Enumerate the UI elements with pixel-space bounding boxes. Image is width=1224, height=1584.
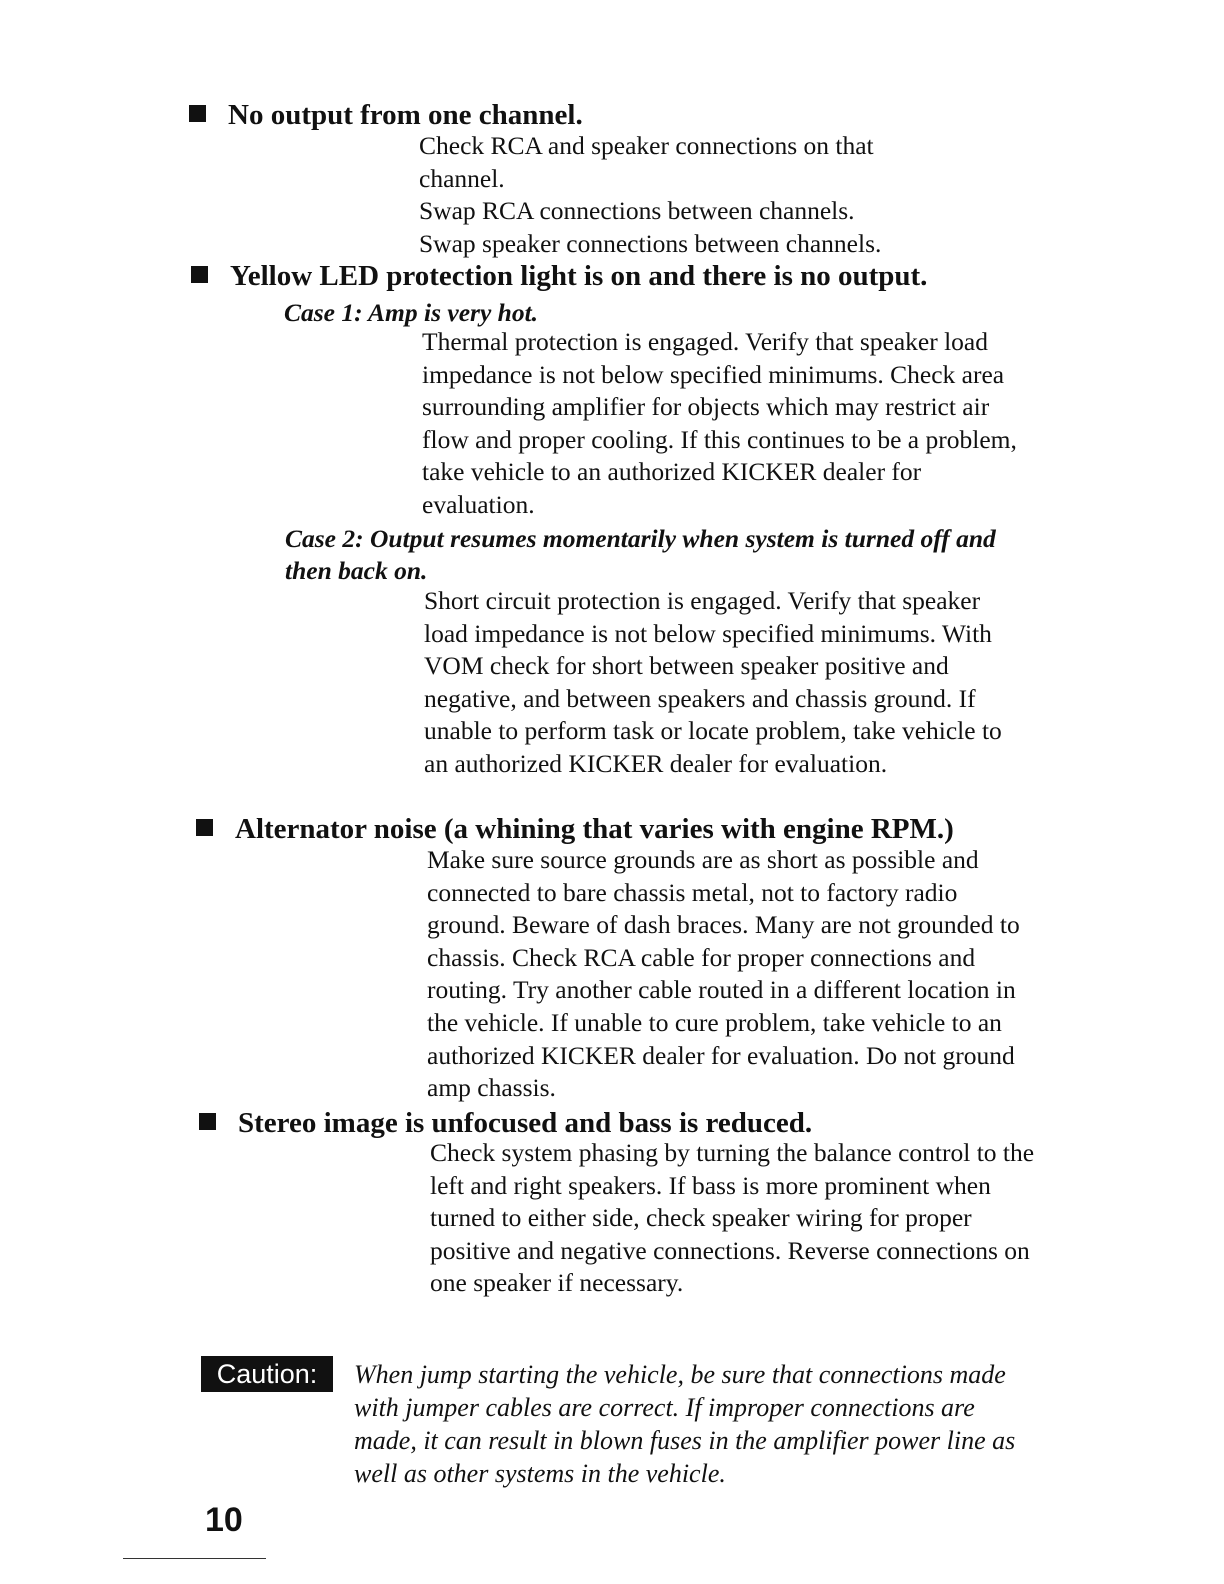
- page-number: 10: [205, 1501, 243, 1539]
- section-body-no-output: [419, 130, 949, 260]
- section-heading-yellow-led: Yellow LED protection light is on and there is no output.: [191, 259, 927, 293]
- square-bullet-icon: [199, 1113, 216, 1130]
- section-body-alternator-noise: Make sure source grounds are as short as possible and connected to bare chassis metal, not to factory radio ground. Beware of dash braces. Many are not grounded to chassis. Check RCA cable for proper connections and routing. Try another cable routed in a different location in the vehicle. If unable to cure problem, take vehicle to an authorized KICKER dealer for evaluation. Do not ground amp chassis.: [427, 845, 1020, 1103]
- case-label-2: Case 2: Output resumes momentarily when system is turned off and then back on.: [285, 524, 996, 585]
- paragraph: Swap speaker connections between channels.: [419, 228, 882, 258]
- section-heading-alternator-noise: Alternator noise (a whining that varies with engine RPM.): [196, 812, 954, 846]
- case-label-1: Case 1: Amp is very hot.: [284, 298, 539, 327]
- square-bullet-icon: [191, 266, 208, 283]
- section-body-stereo-image: Check system phasing by turning the balance control to the left and right speakers. If bass is more prominent when turned to either side, check speaker wiring for proper positive and negative connections. Reverse connections on one speaker if necessary.: [430, 1138, 1035, 1298]
- paragraph: Swap RCA connections between channels.: [419, 196, 855, 226]
- square-bullet-icon: [196, 819, 213, 836]
- case-text-2: Short circuit protection is engaged. Verify that speaker load impedance is not below specified minimums. With VOM check for short between speaker positive and negative, and between speakers and chassis ground. If unable to perform task or locate problem, take vehicle to an authorized KICKER dealer for evaluation.: [424, 586, 1002, 778]
- caution-badge: Caution:: [201, 1356, 333, 1392]
- square-bullet-icon: [189, 105, 206, 122]
- section-heading-no-output: No output from one channel.: [189, 98, 583, 132]
- caution-text: When jump starting the vehicle, be sure that connections made with jumper cables are correct. If improper connections are made, it can result in blown fuses in the amplifier power line as well as other systems in the vehicle.: [354, 1360, 1016, 1488]
- section-heading-stereo-image: Stereo image is unfocused and bass is reduced.: [199, 1106, 812, 1140]
- footer-rule: [123, 1558, 266, 1559]
- case-text-1: Thermal protection is engaged. Verify that speaker load impedance is not below specified minimums. Check area surrounding amplifier for objects which may restrict air flow and proper cooling. If this continues to be a problem, take vehicle to an authorized KICKER dealer for evaluation.: [422, 327, 1017, 519]
- paragraph: Check RCA and speaker connections on that channel.: [419, 131, 874, 193]
